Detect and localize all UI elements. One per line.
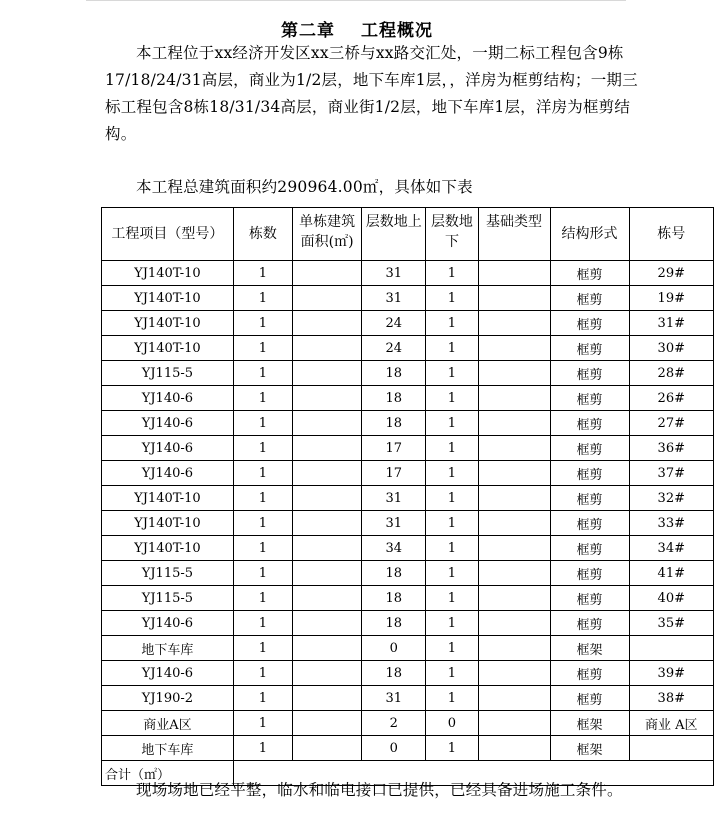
cell-project: YJ140T-10 bbox=[102, 486, 234, 511]
cell-structure: 框架 bbox=[550, 736, 629, 761]
cell-floors-below: 0 bbox=[426, 711, 478, 736]
cell-foundation bbox=[478, 661, 550, 686]
cell-area bbox=[292, 586, 361, 611]
cell-building-no: 32# bbox=[629, 486, 713, 511]
cell-area bbox=[292, 686, 361, 711]
header-structure: 结构形式 bbox=[550, 208, 629, 261]
cell-count: 1 bbox=[233, 261, 292, 286]
cell-floors-above: 24 bbox=[362, 336, 426, 361]
cell-building-no: 30# bbox=[629, 336, 713, 361]
cell-building-no: 商业 A区 bbox=[629, 711, 713, 736]
cell-structure: 框剪 bbox=[550, 436, 629, 461]
cell-floors-above: 31 bbox=[362, 261, 426, 286]
table-row bbox=[102, 661, 714, 686]
cell-structure: 框剪 bbox=[550, 461, 629, 486]
area-paragraph: 本工程总建筑面积约290964.00㎡，具体如下表 bbox=[136, 178, 473, 196]
cell-area bbox=[292, 661, 361, 686]
cell-floors-below: 1 bbox=[426, 336, 478, 361]
cell-area bbox=[292, 386, 361, 411]
cell-count: 1 bbox=[233, 636, 292, 661]
header-floors-below: 层数地下 bbox=[426, 208, 478, 261]
cell-count: 1 bbox=[233, 711, 292, 736]
cell-foundation bbox=[478, 736, 550, 761]
cell-project: YJ140-6 bbox=[102, 661, 234, 686]
table-row bbox=[102, 686, 714, 711]
table-row bbox=[102, 336, 714, 361]
cell-count: 1 bbox=[233, 386, 292, 411]
cell-floors-above: 31 bbox=[362, 486, 426, 511]
cell-area bbox=[292, 511, 361, 536]
cell-area bbox=[292, 461, 361, 486]
cell-floors-above: 31 bbox=[362, 686, 426, 711]
cell-floors-above: 31 bbox=[362, 286, 426, 311]
table-row bbox=[102, 361, 714, 386]
cell-floors-above: 18 bbox=[362, 361, 426, 386]
cell-building-no: 29# bbox=[629, 261, 713, 286]
cell-structure: 框剪 bbox=[550, 586, 629, 611]
cell-foundation bbox=[478, 286, 550, 311]
cell-floors-below: 1 bbox=[426, 361, 478, 386]
cell-area bbox=[292, 361, 361, 386]
cell-area bbox=[292, 261, 361, 286]
cell-project: YJ115-5 bbox=[102, 586, 234, 611]
cell-building-no: 40# bbox=[629, 586, 713, 611]
cell-foundation bbox=[478, 711, 550, 736]
cell-structure: 框架 bbox=[550, 711, 629, 736]
cell-project: YJ115-5 bbox=[102, 561, 234, 586]
table-row bbox=[102, 586, 714, 611]
cell-floors-above: 17 bbox=[362, 461, 426, 486]
table-row bbox=[102, 561, 714, 586]
cell-project: YJ115-5 bbox=[102, 361, 234, 386]
cell-count: 1 bbox=[233, 536, 292, 561]
cell-area bbox=[292, 411, 361, 436]
cell-count: 1 bbox=[233, 686, 292, 711]
cell-count: 1 bbox=[233, 586, 292, 611]
cell-structure: 框剪 bbox=[550, 336, 629, 361]
cell-foundation bbox=[478, 411, 550, 436]
cell-floors-below: 1 bbox=[426, 736, 478, 761]
cell-foundation bbox=[478, 436, 550, 461]
cell-project: YJ140T-10 bbox=[102, 286, 234, 311]
cell-project: YJ140T-10 bbox=[102, 261, 234, 286]
cell-area bbox=[292, 486, 361, 511]
cell-building-no: 27# bbox=[629, 411, 713, 436]
cell-floors-above: 2 bbox=[362, 711, 426, 736]
page-top-rule bbox=[86, 0, 626, 1]
cell-structure: 框剪 bbox=[550, 311, 629, 336]
cell-floors-below: 1 bbox=[426, 586, 478, 611]
cell-count: 1 bbox=[233, 411, 292, 436]
cell-floors-below: 1 bbox=[426, 436, 478, 461]
table-row bbox=[102, 436, 714, 461]
cell-floors-above: 17 bbox=[362, 436, 426, 461]
cell-structure: 框剪 bbox=[550, 611, 629, 636]
table-row bbox=[102, 411, 714, 436]
cell-floors-above: 18 bbox=[362, 386, 426, 411]
cell-count: 1 bbox=[233, 736, 292, 761]
cell-structure: 框架 bbox=[550, 636, 629, 661]
cell-floors-below: 1 bbox=[426, 461, 478, 486]
cell-count: 1 bbox=[233, 661, 292, 686]
cell-floors-above: 0 bbox=[362, 736, 426, 761]
cell-project: YJ140T-10 bbox=[102, 336, 234, 361]
cell-building-no: 19# bbox=[629, 286, 713, 311]
cell-building-no bbox=[629, 636, 713, 661]
closing-paragraph: 现场场地已经平整，临水和临电接口已提供，已经具备进场施工条件。 bbox=[136, 781, 623, 799]
cell-count: 1 bbox=[233, 361, 292, 386]
cell-count: 1 bbox=[233, 611, 292, 636]
header-floors-above: 层数地上 bbox=[362, 208, 426, 261]
cell-floors-below: 1 bbox=[426, 536, 478, 561]
cell-foundation bbox=[478, 586, 550, 611]
cell-structure: 框剪 bbox=[550, 286, 629, 311]
cell-count: 1 bbox=[233, 436, 292, 461]
cell-area bbox=[292, 611, 361, 636]
cell-project: YJ140-6 bbox=[102, 411, 234, 436]
cell-count: 1 bbox=[233, 311, 292, 336]
cell-building-no: 34# bbox=[629, 536, 713, 561]
cell-foundation bbox=[478, 636, 550, 661]
cell-area bbox=[292, 286, 361, 311]
cell-building-no: 26# bbox=[629, 386, 713, 411]
cell-building-no bbox=[629, 736, 713, 761]
cell-floors-below: 1 bbox=[426, 636, 478, 661]
cell-project: YJ190-2 bbox=[102, 686, 234, 711]
cell-foundation bbox=[478, 561, 550, 586]
table-row bbox=[102, 611, 714, 636]
cell-floors-below: 1 bbox=[426, 411, 478, 436]
cell-count: 1 bbox=[233, 336, 292, 361]
cell-structure: 框剪 bbox=[550, 486, 629, 511]
table-row bbox=[102, 386, 714, 411]
cell-foundation bbox=[478, 311, 550, 336]
cell-count: 1 bbox=[233, 561, 292, 586]
cell-building-no: 37# bbox=[629, 461, 713, 486]
project-table bbox=[101, 207, 714, 786]
cell-count: 1 bbox=[233, 461, 292, 486]
table-row bbox=[102, 461, 714, 486]
cell-project: YJ140-6 bbox=[102, 436, 234, 461]
intro-paragraph: 本工程位于xx经济开发区xx三桥与xx路交汇处，一期二标工程包含9栋17/18/24/31高层，商业为1/2层，地下车库1层，，洋房为框剪结构；一期三标工程包含8栋18/31/34高层，商业街1/2层，地下车库1层，洋房为框剪结构。 bbox=[105, 44, 638, 143]
cell-structure: 框剪 bbox=[550, 561, 629, 586]
cell-building-no: 36# bbox=[629, 436, 713, 461]
header-area: 单栋建筑面积(㎡) bbox=[292, 208, 361, 261]
cell-building-no: 38# bbox=[629, 686, 713, 711]
cell-structure: 框剪 bbox=[550, 661, 629, 686]
cell-foundation bbox=[478, 336, 550, 361]
chapter-title bbox=[0, 16, 714, 41]
chapter-number: 第二章 bbox=[281, 21, 335, 41]
cell-floors-below: 1 bbox=[426, 386, 478, 411]
cell-floors-above: 18 bbox=[362, 411, 426, 436]
cell-floors-above: 34 bbox=[362, 536, 426, 561]
cell-foundation bbox=[478, 386, 550, 411]
cell-foundation bbox=[478, 361, 550, 386]
cell-floors-above: 18 bbox=[362, 661, 426, 686]
cell-structure: 框剪 bbox=[550, 261, 629, 286]
table-header-row bbox=[102, 208, 714, 261]
cell-structure: 框剪 bbox=[550, 686, 629, 711]
cell-foundation bbox=[478, 511, 550, 536]
cell-floors-below: 1 bbox=[426, 561, 478, 586]
table-body bbox=[102, 261, 714, 761]
cell-project: YJ140-6 bbox=[102, 461, 234, 486]
cell-floors-above: 24 bbox=[362, 311, 426, 336]
cell-floors-above: 18 bbox=[362, 611, 426, 636]
cell-building-no: 31# bbox=[629, 311, 713, 336]
cell-foundation bbox=[478, 486, 550, 511]
cell-floors-above: 18 bbox=[362, 561, 426, 586]
table-row bbox=[102, 486, 714, 511]
total-label: 合计（㎡） bbox=[102, 761, 234, 786]
cell-floors-below: 1 bbox=[426, 261, 478, 286]
cell-area bbox=[292, 636, 361, 661]
cell-count: 1 bbox=[233, 286, 292, 311]
cell-floors-below: 1 bbox=[426, 686, 478, 711]
cell-floors-below: 1 bbox=[426, 311, 478, 336]
header-building-no: 栋号 bbox=[629, 208, 713, 261]
cell-building-no: 41# bbox=[629, 561, 713, 586]
cell-structure: 框剪 bbox=[550, 361, 629, 386]
cell-floors-below: 1 bbox=[426, 661, 478, 686]
table-row bbox=[102, 536, 714, 561]
cell-area bbox=[292, 336, 361, 361]
cell-project: 地下车库 bbox=[102, 636, 234, 661]
cell-area bbox=[292, 311, 361, 336]
header-foundation: 基础类型 bbox=[478, 208, 550, 261]
table-row bbox=[102, 261, 714, 286]
cell-floors-above: 18 bbox=[362, 586, 426, 611]
cell-structure: 框剪 bbox=[550, 511, 629, 536]
cell-foundation bbox=[478, 686, 550, 711]
cell-floors-below: 1 bbox=[426, 286, 478, 311]
cell-floors-below: 1 bbox=[426, 511, 478, 536]
cell-foundation bbox=[478, 611, 550, 636]
header-count: 栋数 bbox=[233, 208, 292, 261]
cell-floors-above: 31 bbox=[362, 511, 426, 536]
table-row bbox=[102, 636, 714, 661]
table-row bbox=[102, 311, 714, 336]
cell-foundation bbox=[478, 261, 550, 286]
cell-structure: 框剪 bbox=[550, 386, 629, 411]
cell-floors-above: 0 bbox=[362, 636, 426, 661]
table-row bbox=[102, 286, 714, 311]
cell-foundation bbox=[478, 536, 550, 561]
cell-building-no: 39# bbox=[629, 661, 713, 686]
cell-area bbox=[292, 711, 361, 736]
cell-area bbox=[292, 436, 361, 461]
cell-floors-below: 1 bbox=[426, 486, 478, 511]
cell-structure: 框剪 bbox=[550, 536, 629, 561]
cell-structure: 框剪 bbox=[550, 411, 629, 436]
cell-project: YJ140T-10 bbox=[102, 536, 234, 561]
chapter-name: 工程概况 bbox=[361, 21, 433, 41]
cell-project: YJ140T-10 bbox=[102, 511, 234, 536]
header-project: 工程项目（型号） bbox=[102, 208, 234, 261]
cell-project: YJ140-6 bbox=[102, 386, 234, 411]
table-row bbox=[102, 736, 714, 761]
cell-project: 商业A区 bbox=[102, 711, 234, 736]
cell-project: 地下车库 bbox=[102, 736, 234, 761]
cell-building-no: 28# bbox=[629, 361, 713, 386]
cell-foundation bbox=[478, 461, 550, 486]
cell-count: 1 bbox=[233, 511, 292, 536]
cell-building-no: 33# bbox=[629, 511, 713, 536]
cell-building-no: 35# bbox=[629, 611, 713, 636]
cell-area bbox=[292, 736, 361, 761]
cell-count: 1 bbox=[233, 486, 292, 511]
cell-area bbox=[292, 536, 361, 561]
cell-project: YJ140T-10 bbox=[102, 311, 234, 336]
table-row bbox=[102, 511, 714, 536]
cell-area bbox=[292, 561, 361, 586]
table-row bbox=[102, 711, 714, 736]
cell-project: YJ140-6 bbox=[102, 611, 234, 636]
cell-floors-below: 1 bbox=[426, 611, 478, 636]
